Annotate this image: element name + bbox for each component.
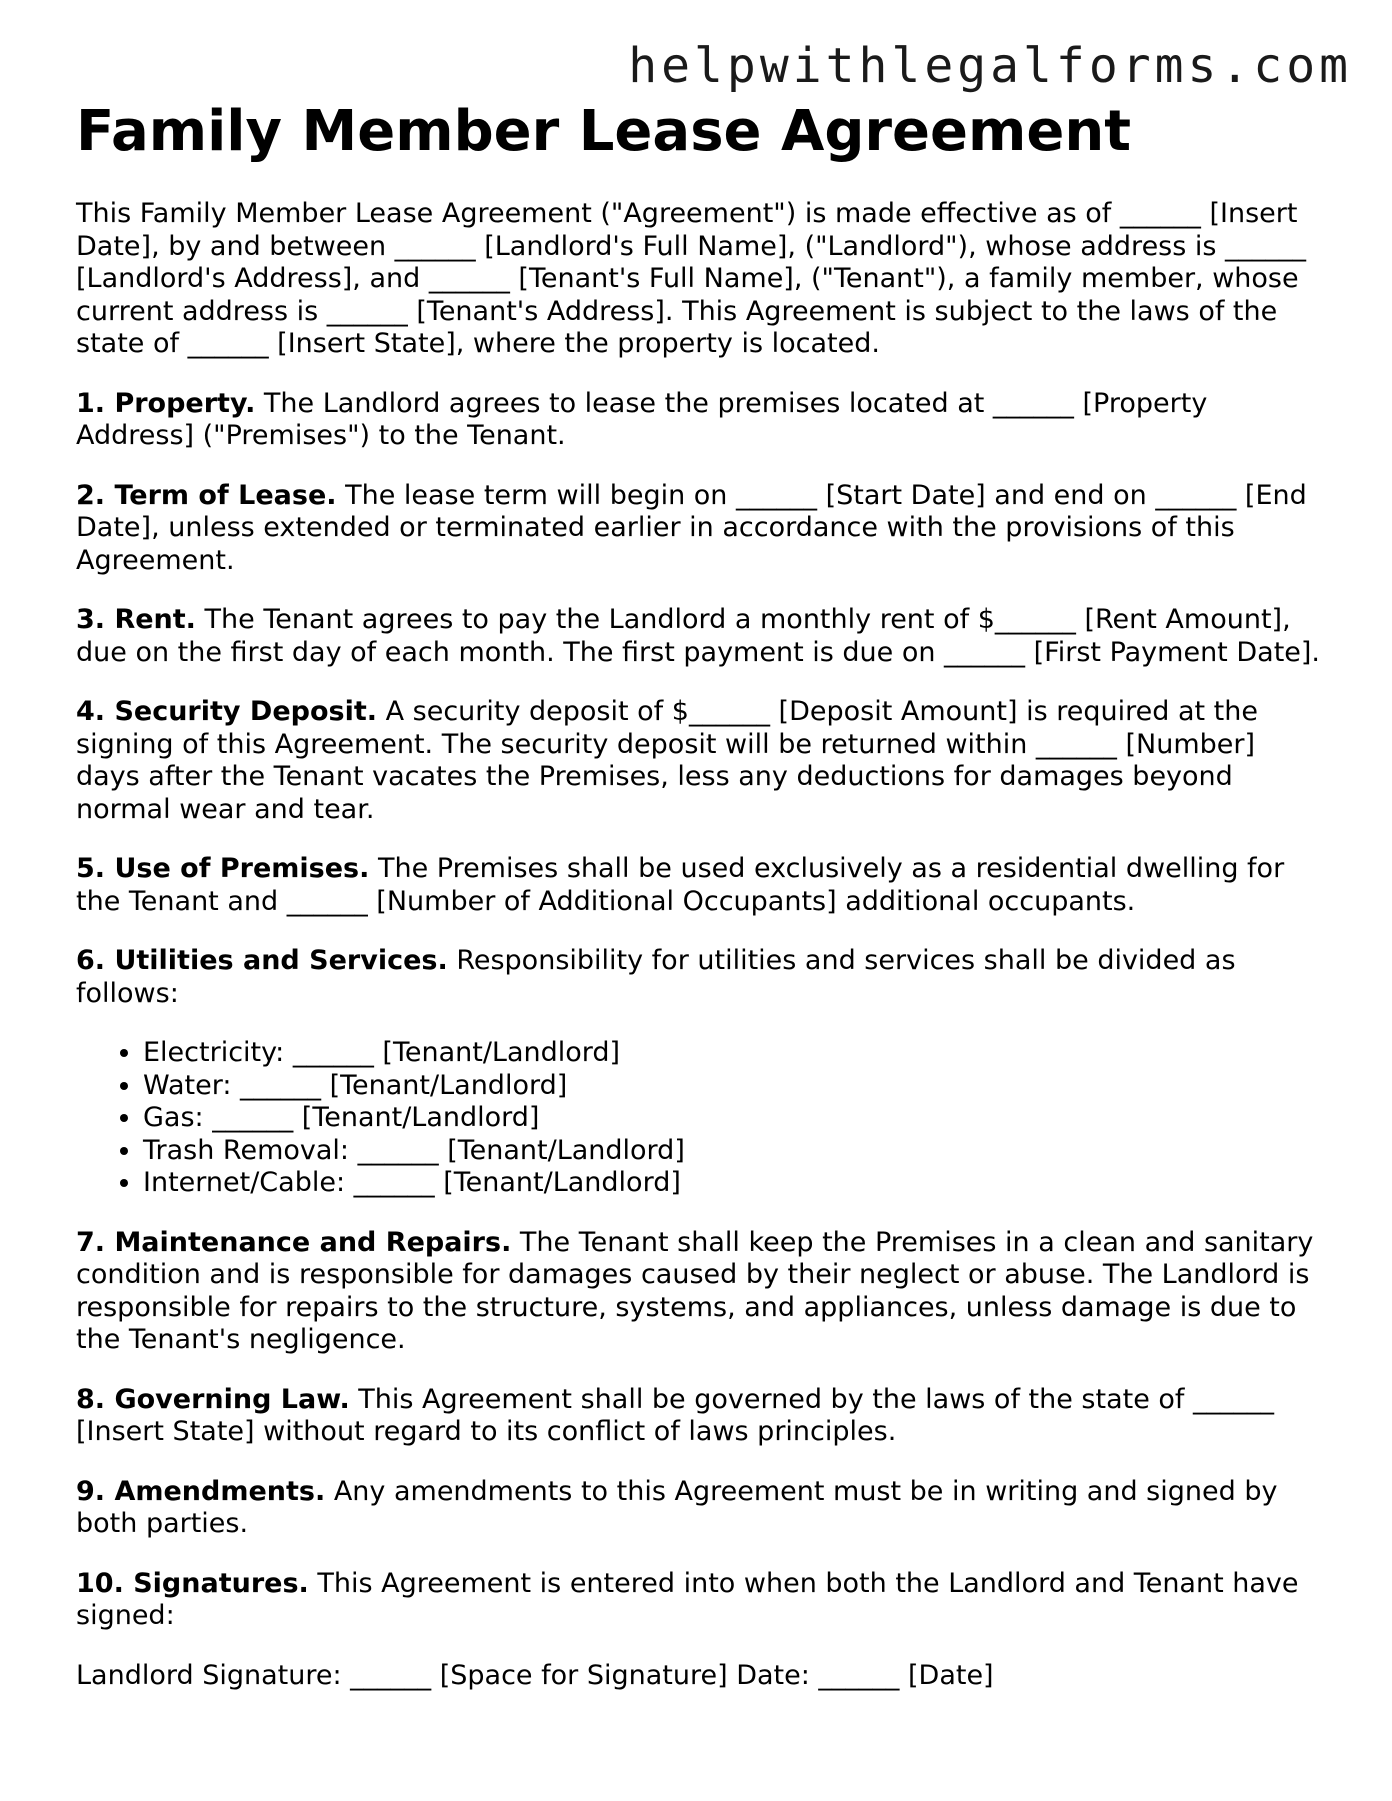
section-label: 7. Maintenance and Repairs. <box>76 1226 512 1258</box>
section-use-of-premises <box>76 853 1321 918</box>
section-label: 8. Governing Law. <box>76 1383 350 1415</box>
section-security-deposit <box>76 696 1321 826</box>
section-text: A security deposit of $______ [Deposit Amount] is required at the signing of this Agreement. The security deposit will be returned within ______ [Number] days after the Tenant vacates the Premises, less any deductions for damages beyond normal wear and tear. <box>76 696 1258 825</box>
section-rent <box>76 604 1321 669</box>
list-item: • Water: ______ [Tenant/Landlord] <box>143 1070 1321 1103</box>
section-text: The Tenant agrees to pay the Landlord a monthly rent of $______ [Rent Amount], due on the first day of each month. The first payment is due on ______ [First Payment Date]. <box>76 604 1321 668</box>
section-text: Responsibility for utilities and services shall be divided as follows: <box>76 945 1236 1009</box>
section-label: 6. Utilities and Services. <box>76 945 448 976</box>
section-label: 9. Amendments. <box>76 1475 326 1507</box>
section-governing-law <box>76 1384 1321 1449</box>
section-text: The Landlord agrees to lease the premises located at ______ [Property Address] ("Premises") to the Tenant. <box>76 387 1208 451</box>
list-item: • Electricity: ______ [Tenant/Landlord] <box>143 1037 1321 1070</box>
section-text: Any amendments to this Agreement must be in writing and signed by both parties. <box>76 1475 1278 1539</box>
landlord-signature-line: Landlord Signature: ______ [Space for Signature] Date: ______ [Date] <box>76 1659 994 1691</box>
section-utilities <box>76 945 1321 1010</box>
section-label: 5. Use of Premises. <box>76 853 370 884</box>
section-text: The Premises shall be used exclusively as a residential dwelling for the Tenant and ______ [Number of Additional Occupants] additional occupants. <box>76 853 1285 917</box>
site-watermark: helpwithlegalforms.com <box>628 38 1352 94</box>
utilities-list <box>76 1037 1321 1200</box>
list-item: • Gas: ______ [Tenant/Landlord] <box>143 1102 1321 1135</box>
section-signatures <box>76 1568 1321 1633</box>
section-label: 4. Security Deposit. <box>76 696 377 727</box>
section-text: This Agreement is entered into when both the Landlord and Tenant have signed: <box>76 1567 1299 1631</box>
section-label: 2. Term of Lease. <box>76 479 337 511</box>
document-title: Family Member Lease Agreement <box>76 99 1131 164</box>
section-label: 1. Property. <box>76 387 256 419</box>
section-text: This Agreement shall be governed by the laws of the state of ______ [Insert State] without regard to its conflict of laws principles. <box>76 1383 1275 1447</box>
section-label: 3. Rent. <box>76 604 196 635</box>
section-property <box>76 388 1321 453</box>
list-item: • Trash Removal: ______ [Tenant/Landlord] <box>143 1135 1321 1168</box>
section-text: The Tenant shall keep the Premises in a clean and sanitary condition and is responsible for damages caused by their neglect or abuse. The Landlord is responsible for repairs to the structure, systems, and appliances, unless damage is due to the Tenant's negligence. <box>76 1226 1314 1355</box>
list-item: • Internet/Cable: ______ [Tenant/Landlord] <box>143 1167 1321 1200</box>
section-term-of-lease <box>76 480 1321 578</box>
lease-document <box>76 98 1321 1719</box>
section-label: 10. Signatures. <box>76 1567 309 1599</box>
section-amendments <box>76 1476 1321 1541</box>
intro-paragraph: This Family Member Lease Agreement ("Agreement") is made effective as of ______ [Insert Date], by and between ______ [Landlord's Full Name], ("Landlord"), whose address is ______ [Landlord's Address], and ______ [Tenant's Full Name], ("Tenant"), a family member, whose current address is ______ [Tenant's Address]. This Agreement is subject to the laws of the state of ______ [Insert State], where the property is located. <box>76 198 1307 359</box>
section-text: The lease term will begin on ______ [Start Date] and end on ______ [End Date], unless extended or terminated earlier in accordance with the provisions of this Agreement. <box>76 479 1307 576</box>
section-maintenance <box>76 1227 1321 1357</box>
